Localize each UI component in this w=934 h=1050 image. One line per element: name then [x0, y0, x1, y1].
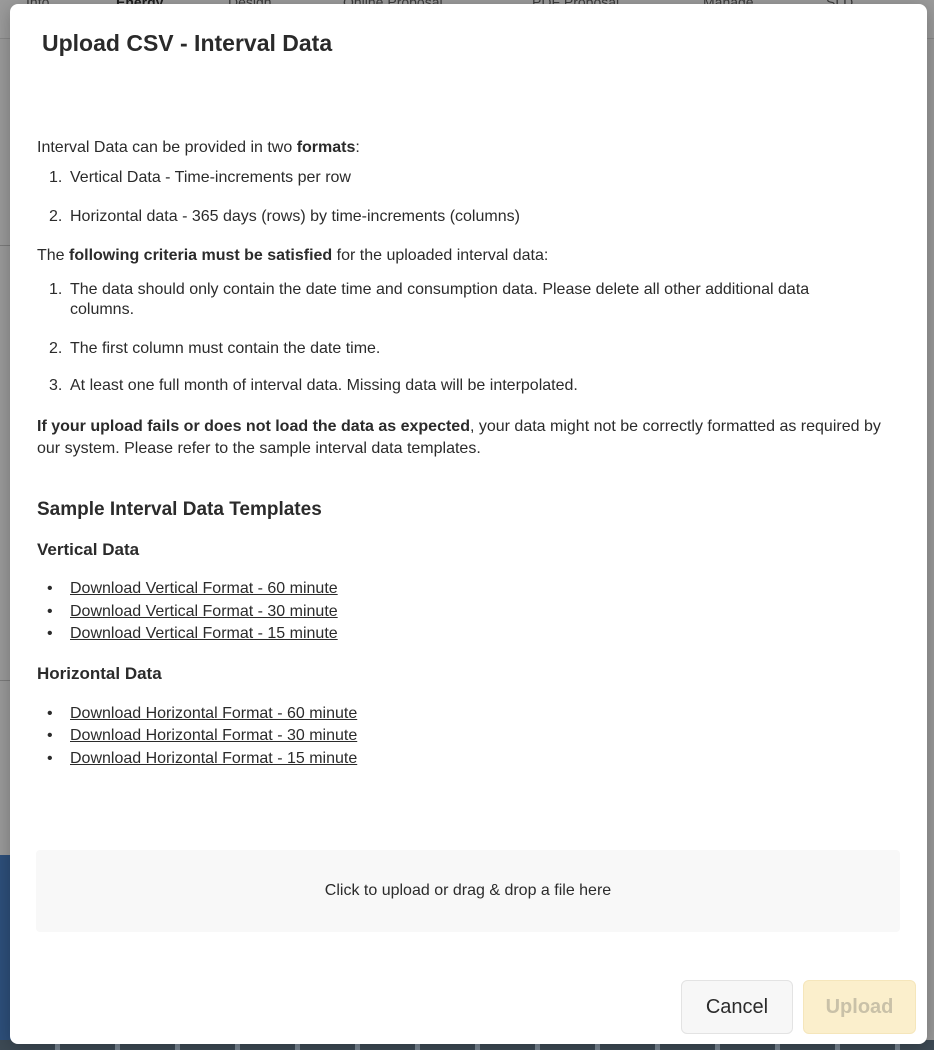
horizontal-links-list	[37, 703, 907, 771]
fail-note: If your upload fails or does not load the data as expected, your data might not be correctly formatted as required by our system. Please refer to the sample interval data templates.	[37, 418, 881, 457]
list-item: • Download Vertical Format - 60 minute	[47, 580, 338, 597]
templates-heading: Sample Interval Data Templates	[37, 499, 322, 520]
modal-content	[37, 138, 907, 770]
list-item: 3. At least one full month of interval data. Missing data will be interpolated.	[49, 377, 578, 394]
list-item: • Download Horizontal Format - 15 minute	[47, 749, 358, 767]
list-item: 1. The data should only contain the date time and consumption data. Please delete all other additional data columns.	[49, 281, 810, 318]
vertical-data-heading: Vertical Data	[37, 540, 140, 559]
list-item: 1. Vertical Data - Time-increments per row	[49, 169, 351, 186]
list-item: 2. The first column must contain the date time.	[49, 340, 381, 357]
dropzone-label: Click to upload or drag & drop a file here	[324, 882, 612, 899]
upload-csv-modal	[10, 4, 927, 1044]
criteria-intro: The following criteria must be satisfied for the uploaded interval data:	[37, 247, 549, 264]
horizontal-data-heading: Horizontal Data	[37, 663, 162, 683]
list-item: 2. Horizontal data - 365 days (rows) by time-increments (columns)	[49, 208, 520, 225]
download-horizontal-60-link[interactable]: Download Horizontal Format - 60 minute	[70, 704, 358, 722]
list-item: • Download Vertical Format - 30 minute	[47, 602, 338, 620]
download-horizontal-30-link[interactable]: Download Horizontal Format - 30 minute	[70, 727, 358, 744]
modal-title: Upload CSV - Interval Data	[42, 30, 333, 56]
file-dropzone[interactable]	[36, 850, 900, 932]
formats-list	[37, 168, 907, 227]
formats-intro: Interval Data can be provided in two formats:	[37, 139, 360, 156]
download-vertical-60-link[interactable]: Download Vertical Format - 60 minute	[70, 580, 338, 597]
vertical-links-list	[37, 578, 907, 646]
download-horizontal-15-link[interactable]: Download Horizontal Format - 15 minute	[70, 749, 358, 767]
list-item: • Download Horizontal Format - 60 minute	[47, 704, 358, 722]
list-item: • Download Horizontal Format - 30 minute	[47, 727, 358, 744]
upload-button[interactable]: Upload	[803, 980, 916, 1034]
download-vertical-15-link[interactable]: Download Vertical Format - 15 minute	[70, 625, 338, 642]
list-item: • Download Vertical Format - 15 minute	[47, 625, 338, 642]
criteria-list	[37, 280, 907, 396]
cancel-button[interactable]: Cancel	[681, 980, 793, 1034]
download-vertical-30-link[interactable]: Download Vertical Format - 30 minute	[70, 602, 338, 620]
